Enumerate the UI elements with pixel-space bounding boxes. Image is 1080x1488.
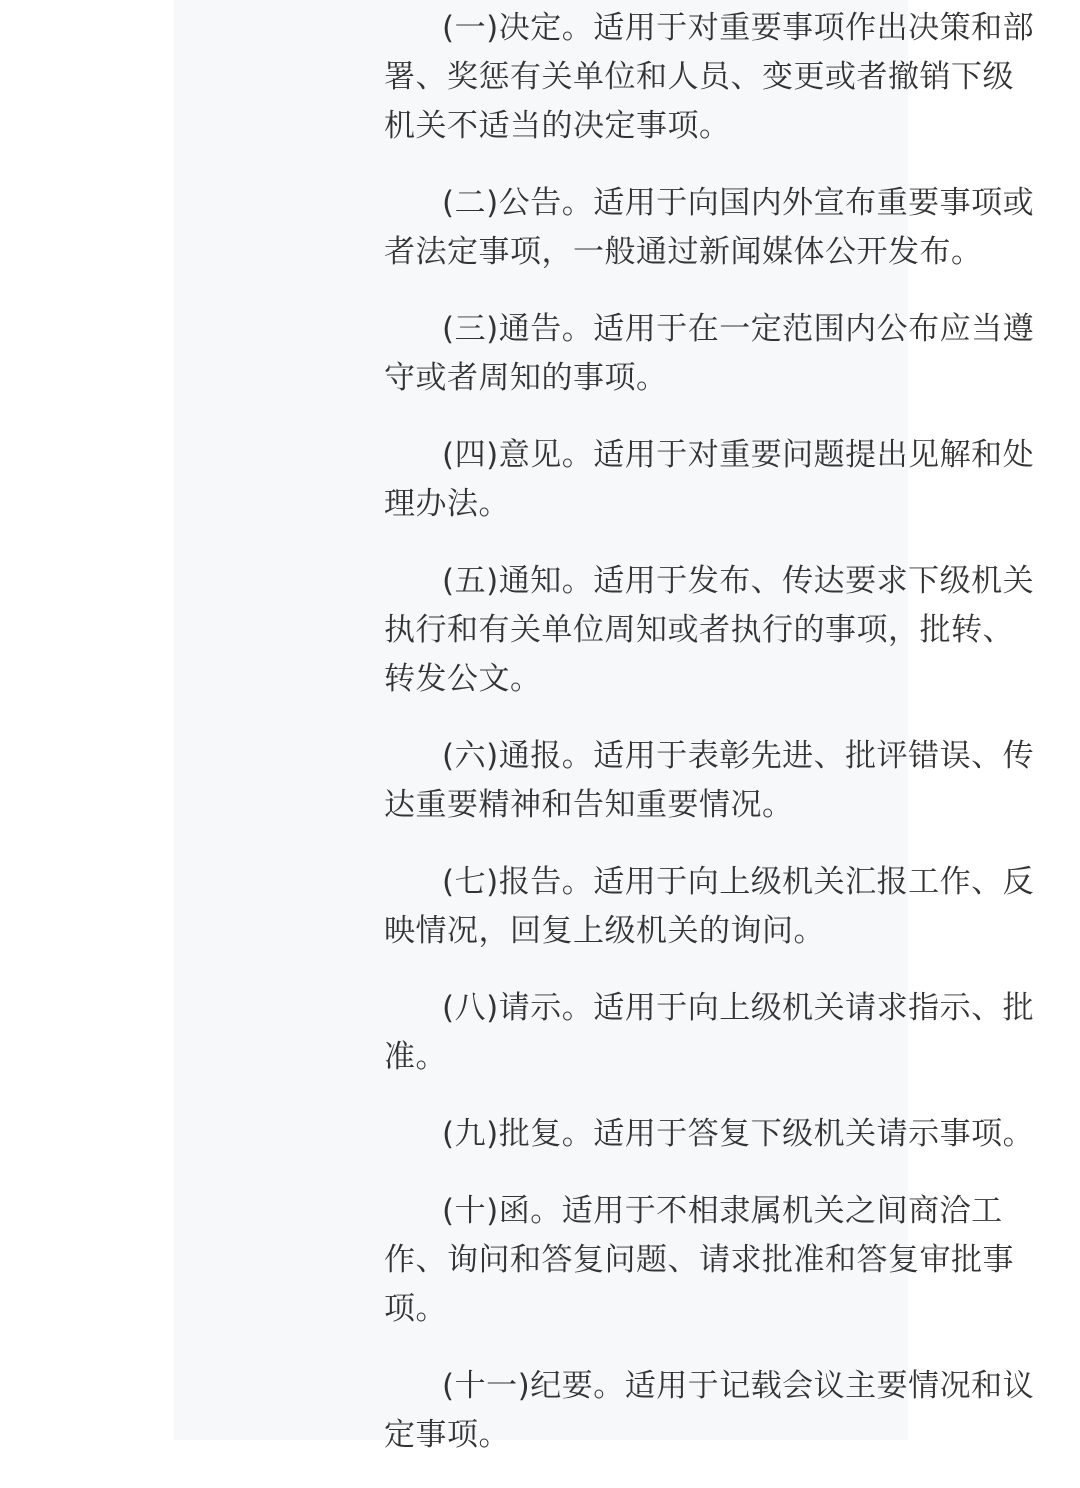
- paragraph-line: 者法定事项，一般通过新闻媒体公开发布。: [384, 234, 983, 270]
- paragraph-line: 守或者周知的事项。: [384, 360, 668, 396]
- paragraph-line: (八)请示。适用于向上级机关请求指示、批: [442, 990, 1035, 1026]
- document-body: [384, 4, 1064, 1488]
- paragraph-line: 映情况，回复上级机关的询问。: [384, 913, 825, 949]
- paragraph-line: (七)报告。适用于向上级机关汇报工作、反: [442, 864, 1035, 900]
- paragraph: [384, 732, 1064, 830]
- paragraph: [384, 984, 1064, 1082]
- paragraph: [384, 1362, 1064, 1460]
- paragraph: [384, 305, 1064, 403]
- paragraph-line: 准。: [384, 1039, 447, 1075]
- paragraph-line: (六)通报。适用于表彰先进、批评错误、传: [442, 738, 1035, 774]
- paragraph-line: (一)决定。适用于对重要事项作出决策和部: [442, 10, 1035, 46]
- paragraph-line: 执行和有关单位周知或者执行的事项，批转、: [384, 612, 1014, 648]
- paragraph: [384, 4, 1064, 151]
- paragraph-line: (十)函。适用于不相隶属机关之间商洽工: [442, 1193, 1003, 1229]
- paragraph: [384, 1110, 1064, 1159]
- paragraph-line: 机关不适当的决定事项。: [384, 108, 731, 144]
- paragraph-line: 署、奖惩有关单位和人员、变更或者撤销下级: [384, 59, 1014, 95]
- paragraph-line: (四)意见。适用于对重要问题提出见解和处: [442, 437, 1035, 473]
- document-page: [174, 0, 1035, 1453]
- paragraph-line: (十一)纪要。适用于记载会议主要情况和议: [442, 1368, 1035, 1404]
- paragraph: [384, 1187, 1064, 1334]
- paragraph-line: (二)公告。适用于向国内外宣布重要事项或: [442, 185, 1035, 221]
- paragraph-line: (三)通告。适用于在一定范围内公布应当遵: [442, 311, 1035, 347]
- paragraph-line: 定事项。: [384, 1417, 510, 1453]
- paragraph-line: 转发公文。: [384, 661, 542, 697]
- paragraph: [384, 858, 1064, 956]
- paragraph: [384, 557, 1064, 704]
- paragraph-line: 理办法。: [384, 486, 510, 522]
- paragraph-line: (九)批复。适用于答复下级机关请示事项。: [442, 1116, 1035, 1152]
- paragraph-line: (五)通知。适用于发布、传达要求下级机关: [442, 563, 1035, 599]
- paragraph-line: 项。: [384, 1291, 447, 1327]
- paragraph-line: 作、询问和答复问题、请求批准和答复审批事: [384, 1242, 1014, 1278]
- paragraph: [384, 431, 1064, 529]
- paragraph: [384, 179, 1064, 277]
- paragraph-line: 达重要精神和告知重要情况。: [384, 787, 794, 823]
